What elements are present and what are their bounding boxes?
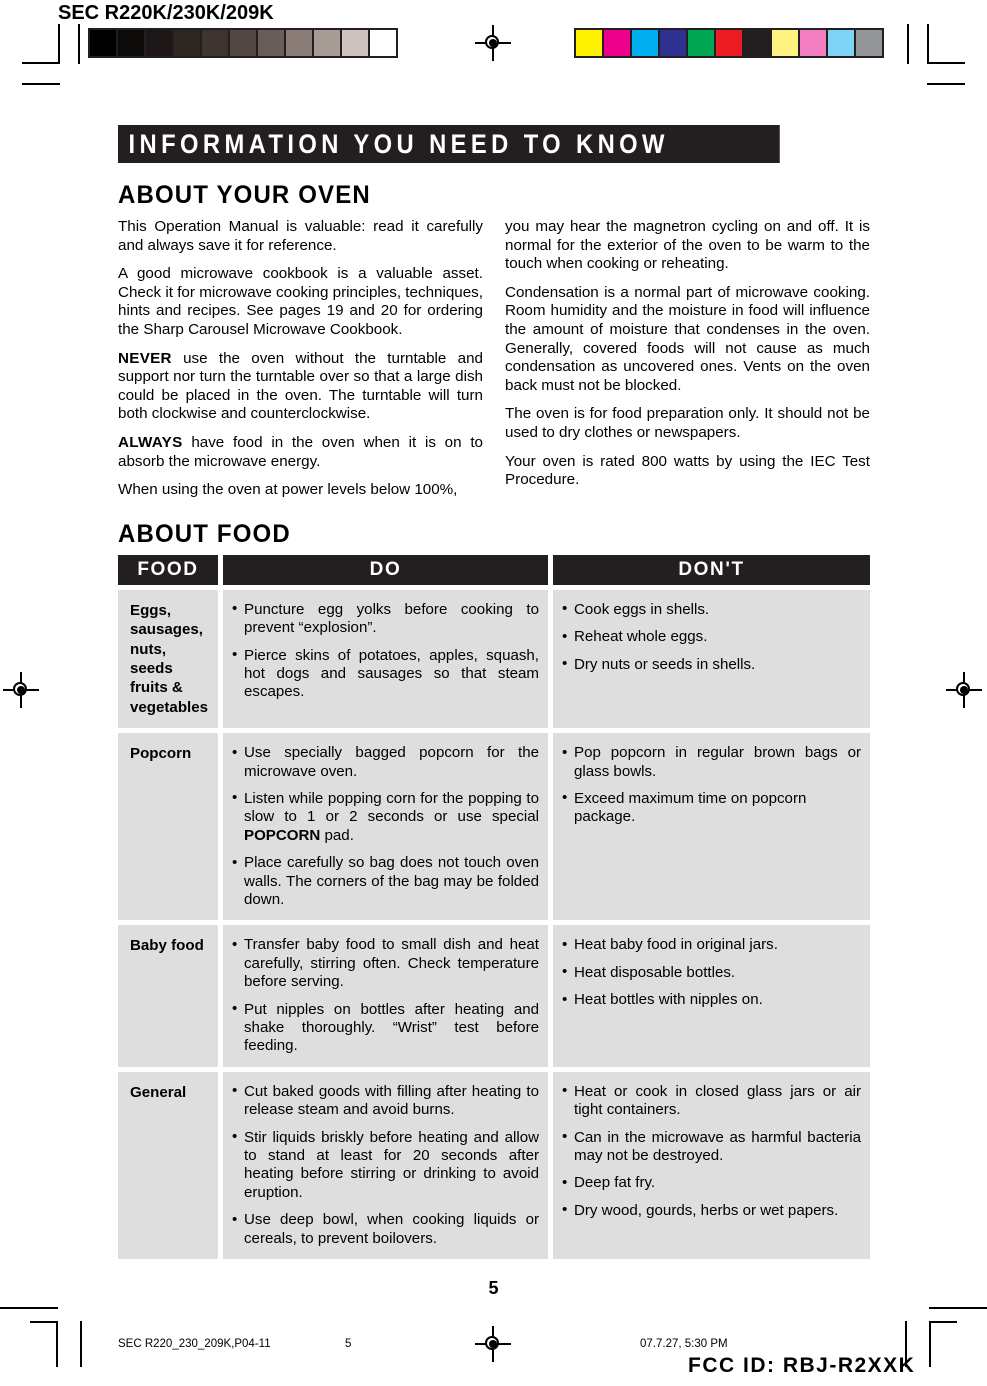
bullet-item: • Stir liquids briskly before heating and allow to stand at least for 20 seconds after heating before stirring or drinking to avoid eruption.	[232, 1129, 539, 1203]
bullet-item: • Pierce skins of potatoes, apples, squash, hot dogs and sausages so that steam escapes.	[232, 647, 539, 702]
crop-mark-line	[80, 1321, 82, 1367]
cell-do-list	[223, 733, 548, 920]
bullet-item: • Put nipples on bottles after heating and shake thoroughly. “Wrist” test before feeding.	[232, 1001, 539, 1056]
footer-file-slug: SEC R220_230_209K,P04-11	[118, 1338, 271, 1350]
bullet-item: • Dry nuts or seeds in shells.	[562, 656, 861, 674]
bullet-item: • Heat disposable bottles.	[562, 964, 861, 982]
body-paragraph: you may hear the magnetron cycling on and off. It is normal for the exterior of the oven to be warm to the touch when cooking or reheating.	[505, 218, 870, 273]
bullet-item: • Exceed maximum time on popcorn package.	[562, 790, 861, 827]
cell-food-category: Eggs, sausages, nuts, seeds fruits & vegetables	[118, 590, 218, 728]
calibration-swatch	[744, 30, 770, 56]
calibration-swatch	[828, 30, 854, 56]
calibration-swatch	[688, 30, 714, 56]
crop-mark-line	[927, 24, 929, 64]
registration-target-icon	[480, 1331, 506, 1357]
cell-dont-list	[553, 590, 870, 728]
cell-food-category: Baby food	[118, 925, 218, 1066]
body-paragraph: Condensation is a normal part of microwave cooking. Room humidity and the moisture in food will influence the amount of moisture that condenses in the oven. Generally, covered foods will not cause as much condensation as uncovered ones. Vents on the oven back must not be blocked.	[505, 283, 870, 394]
calibration-swatch	[90, 30, 116, 56]
bullet-list	[562, 744, 861, 827]
bullet-item: • Transfer baby food to small dish and heat carefully, stirring often. Check temperature before serving.	[232, 936, 539, 991]
table-row	[118, 733, 870, 920]
column-header-do: DO	[223, 555, 548, 585]
cell-dont-list	[553, 925, 870, 1066]
bullet-item: • Use deep bowl, when cooking liquids or cereals, to prevent boilovers.	[232, 1211, 539, 1248]
crop-mark-line	[0, 1307, 58, 1309]
crop-mark-line	[22, 62, 60, 64]
body-paragraph: This Operation Manual is valuable: read it carefully and always save it for reference.	[118, 218, 483, 254]
inline-bold-term: POPCORN	[244, 826, 321, 844]
calibration-swatch	[118, 30, 144, 56]
fcc-id-label: FCC ID: RBJ-R2XXK	[688, 1354, 916, 1377]
bullet-item: • Use specially bagged popcorn for the microwave oven.	[232, 744, 539, 781]
bullet-item: • Cook eggs in shells.	[562, 601, 861, 619]
bullet-item: • Heat baby food in original jars.	[562, 936, 861, 954]
bullet-item: • Can in the microwave as harmful bacteria may not be destroyed.	[562, 1129, 861, 1166]
crop-mark-line	[30, 1321, 58, 1323]
calibration-swatch	[632, 30, 658, 56]
crop-mark-line	[56, 1321, 58, 1367]
body-paragraph: Your oven is rated 800 watts by using the IEC Test Procedure.	[505, 452, 870, 489]
crop-mark-line	[22, 83, 60, 85]
calibration-swatch	[856, 30, 882, 56]
bullet-item: • Pop popcorn in regular brown bags or glass bowls.	[562, 744, 861, 781]
crop-mark-line	[78, 24, 80, 64]
calibration-swatch	[146, 30, 172, 56]
page-number: 5	[488, 1278, 499, 1298]
registration-target-icon	[951, 677, 977, 703]
footer-page-slug: 5	[345, 1338, 352, 1350]
calibration-swatch	[202, 30, 228, 56]
calibration-swatch	[230, 30, 256, 56]
bullet-item: • Cut baked goods with filling after heating to release steam and avoid burns.	[232, 1083, 539, 1120]
bullet-item: • Heat or cook in closed glass jars or air tight containers.	[562, 1083, 861, 1120]
cell-dont-list	[553, 1072, 870, 1259]
crop-mark-line	[929, 1321, 931, 1367]
calibration-swatch	[576, 30, 602, 56]
calibration-swatch	[174, 30, 200, 56]
calibration-swatch	[716, 30, 742, 56]
page-content	[118, 125, 870, 1259]
cell-do-list	[223, 925, 548, 1066]
cell-do-list	[223, 590, 548, 728]
bullet-list	[232, 1083, 539, 1248]
cell-dont-list	[553, 733, 870, 920]
body-paragraph: The oven is for food preparation only. It should not be used to dry clothes or newspapers.	[505, 405, 870, 441]
body-paragraph: NEVER use the oven without the turntable and support nor turn the turntable over so that a large dish could be placed in the oven. The turntable will turn both clockwise and counterclockwise.	[118, 349, 483, 423]
bullet-item: • Deep fat fry.	[562, 1174, 861, 1192]
bullet-item: • Dry wood, gourds, herbs or wet papers.	[562, 1202, 861, 1220]
table-row	[118, 1072, 870, 1259]
calibration-swatch	[800, 30, 826, 56]
cell-do-list	[223, 1072, 548, 1259]
about-your-oven-heading: ABOUT YOUR OVEN	[118, 181, 371, 209]
paragraph-lead-word: ALWAYS	[118, 433, 183, 451]
table-row	[118, 925, 870, 1066]
grayscale-calibration-strip	[88, 28, 398, 58]
bullet-list	[562, 1083, 861, 1220]
table-header-row	[118, 555, 870, 585]
calibration-swatch	[342, 30, 368, 56]
crop-mark-line	[58, 24, 60, 64]
about-food-table	[118, 555, 870, 1259]
bullet-list	[232, 601, 539, 702]
registration-target-icon	[8, 677, 34, 703]
bullet-list	[232, 936, 539, 1055]
table-row	[118, 590, 870, 728]
table-body	[118, 590, 870, 1259]
about-your-oven-body	[118, 218, 870, 500]
plate-header-label: SEC R220K/230K/209K	[58, 2, 274, 24]
crop-mark-line	[929, 1307, 987, 1309]
column-header-dont: DON'T	[553, 555, 870, 585]
body-paragraph: When using the oven at power levels below 100%,	[118, 481, 458, 499]
crop-mark-line	[927, 83, 965, 85]
body-paragraph: A good microwave cookbook is a valuable asset. Check it for microwave cooking principles, techniques, hints and recipes. See pages 19 and 20 for ordering the Sharp Carousel Microwave Cookbook.	[118, 265, 483, 338]
body-paragraph: ALWAYS have food in the oven when it is on to absorb the microwave energy.	[118, 433, 483, 470]
paragraph-lead-word: NEVER	[118, 349, 172, 367]
crop-mark-line	[907, 24, 909, 64]
calibration-swatch	[660, 30, 686, 56]
calibration-swatch	[286, 30, 312, 56]
calibration-swatch	[258, 30, 284, 56]
bullet-item: • Heat bottles with nipples on.	[562, 991, 861, 1009]
calibration-swatch	[604, 30, 630, 56]
bullet-item: • Place carefully so bag does not touch oven walls. The corners of the bag may be folded down.	[232, 854, 539, 909]
bullet-item: • Listen while popping corn for the popping to slow to 1 or 2 seconds or use special POPCORN pad.	[232, 790, 539, 845]
about-oven-right-column	[505, 218, 870, 500]
calibration-swatch	[772, 30, 798, 56]
section-banner-title: INFORMATION YOU NEED TO KNOW	[118, 125, 780, 163]
footer-timestamp: 07.7.27, 5:30 PM	[640, 1338, 728, 1350]
color-calibration-strip	[574, 28, 884, 58]
registration-target-icon	[480, 30, 506, 56]
bullet-list	[232, 744, 539, 909]
crop-mark-line	[929, 1321, 957, 1323]
crop-mark-line	[927, 62, 965, 64]
bullet-list	[562, 601, 861, 674]
bullet-list	[562, 936, 861, 1009]
calibration-swatch	[370, 30, 396, 56]
cell-food-category: General	[118, 1072, 218, 1259]
bullet-item: • Reheat whole eggs.	[562, 628, 861, 646]
bullet-item: • Puncture egg yolks before cooking to prevent “explosion”.	[232, 601, 539, 638]
about-oven-left-column	[118, 218, 483, 500]
calibration-swatch	[314, 30, 340, 56]
about-food-heading: ABOUT FOOD	[118, 519, 291, 548]
cell-food-category: Popcorn	[118, 733, 218, 920]
column-header-food: FOOD	[118, 555, 218, 585]
